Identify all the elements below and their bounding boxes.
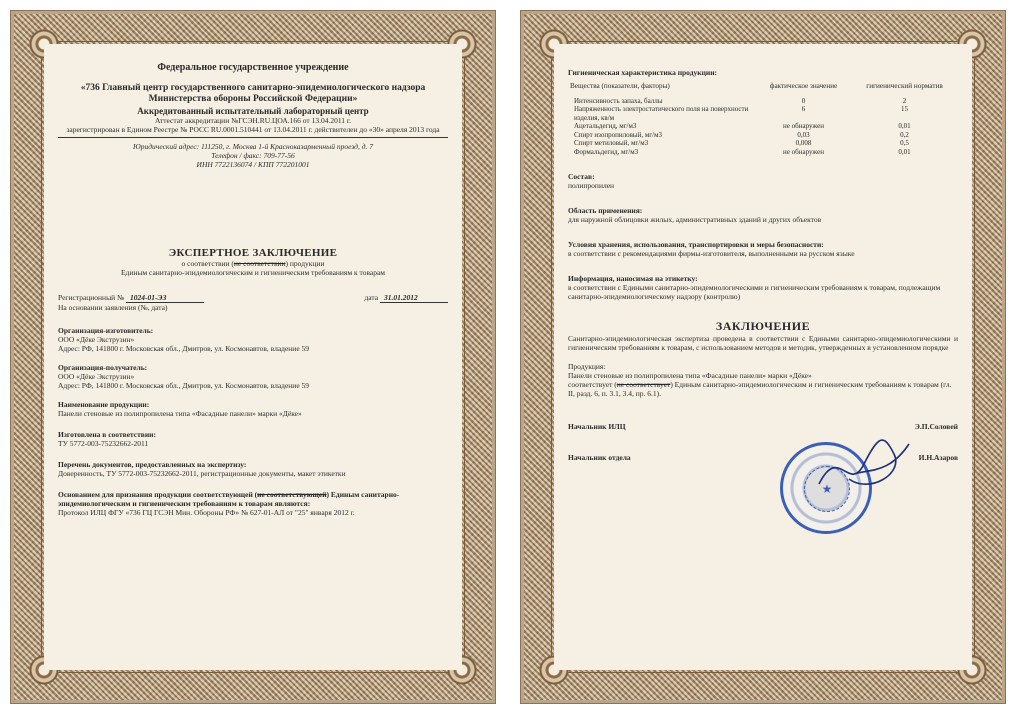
table-cell: 0,01	[898, 122, 911, 130]
table-cell: 0,03	[797, 130, 810, 139]
composition-value: полипропилен	[568, 181, 615, 190]
table-row	[568, 122, 958, 131]
maker-label: Организация-изготовитель:	[58, 326, 154, 335]
table-cell: Спирт изопропиловый, мг/м3	[574, 130, 663, 139]
info-label: Информация, наносимая на этикетку:	[568, 274, 698, 283]
table-cell: не обнаружен	[783, 122, 824, 130]
docs-value: Доверенность, ТУ 5772-003-75232662-2011, регистрационные документы, макет этикетки	[58, 469, 346, 478]
table-cell: 0,2	[900, 130, 909, 139]
table-cell: 0,008	[795, 139, 812, 147]
product-label: Продукция:	[568, 362, 606, 371]
table-cell: Напряженность электростатического поля на поверхности изделия, кв/м	[574, 105, 749, 122]
table-cell: 15	[901, 105, 909, 113]
accreditation-line: Аттестат аккредитации №ГСЭН.RU.ЦОА.166 от 13.04.2011 г.	[154, 116, 352, 125]
certificate-page-left	[10, 10, 496, 704]
table-row	[568, 131, 958, 140]
chief1-title: Начальник ИЛЦ	[568, 422, 626, 431]
paper-area	[554, 44, 972, 670]
hygiene-title: Гигиеническая характеристика продукции:	[568, 68, 718, 77]
phone-line: Телефон / факс: 709-77-56	[211, 151, 295, 160]
table-header-cell: Вещества (показатели, факторы)	[570, 82, 670, 90]
chief1-name: Э.П.Соловей	[914, 422, 958, 431]
table-cell: 2	[902, 96, 907, 105]
grounds-label: Основанием для признания продукции соответствующей (не соответствующей) Единым санитарно-эпидемиологическим и гигиеническим требованиям к товарам являются:	[58, 490, 400, 508]
document-title: ЭКСПЕРТНОЕ ЗАКЛЮЧЕНИЕ	[168, 247, 338, 259]
conformity-statement: соответствует (не соответствует) Единым санитарно-эпидемиологическим и гигиеническим требованиям к товарам (гл. II, разд. 6, п. 3.1, 3.4, пр. 6.1).	[568, 380, 952, 398]
grounds-value: Протокол ИЛЦ ФГУ «736 ГЦ ГСЭН Мин. Обороны РФ» № 627-01-АЛ от "25" января 2012 г.	[58, 508, 355, 517]
made-label: Изготовлена в соответствии:	[58, 430, 156, 439]
storage-value: в соответствии с рекомендациями фирмы-изготовителя, выполненными на русском языке	[568, 249, 855, 258]
inn-line: ИНН 7722136074 / КПП 772201001	[196, 160, 310, 169]
seal-emblem-icon: ★	[804, 466, 850, 512]
table-cell: Спирт метиловый, мг/м3	[574, 139, 649, 147]
product-label: Наименование продукции:	[58, 400, 150, 409]
date-value: 31.01.2012	[380, 293, 448, 303]
table-row	[568, 97, 958, 106]
maker-name: ООО «Дёке Экструзин»	[58, 335, 135, 344]
table-cell: 0,01	[898, 147, 911, 156]
table-cell: Формальдегид, мг/м3	[574, 147, 639, 156]
composition-label: Состав:	[568, 172, 595, 181]
reg-label: Регистрационный №	[58, 293, 125, 302]
table-cell: 0	[801, 96, 806, 105]
document-subtitle-1: о соответствии (не соответствии) продукции	[181, 259, 325, 268]
table-cell: 6	[801, 105, 806, 113]
storage-label: Условия хранения, использования, транспортировки и меры безопасности:	[568, 240, 824, 249]
certificate-page-right	[520, 10, 1006, 704]
organization-name: «736 Главный центр государственного санитарно-эпидемиологического надзора Министерства обороны Российской Федерации»	[80, 83, 426, 104]
document-subtitle-2: Единым санитарно-эпидемиологическим и гигиеническим требованиям к товарам	[120, 268, 386, 277]
header-divider	[58, 137, 448, 138]
area-value: для наружной облицовки жилых, административных зданий и других объектов	[568, 215, 822, 224]
legal-address: Юридический адрес: 111250, г. Москва 1-й Красноказарменный проезд, д. 7	[133, 142, 373, 151]
registration-row	[58, 293, 448, 303]
product-value: Панели стеновые из полипропилена типа «Фасадные панели» марки «Дёке»	[568, 371, 812, 380]
basis-line: На основании заявления (№, дата)	[58, 303, 168, 312]
registry-line: зарегистрирован в Едином Реестре № РОСС RU.0001.510441 от 13.04.2011 г. действителен до «30» апреля 2013 года	[66, 125, 440, 134]
conclusion-title: ЗАКЛЮЧЕНИЕ	[715, 319, 811, 333]
table-row	[568, 105, 958, 122]
docs-label: Перечень документов, предоставленных на экспертизу:	[58, 460, 247, 469]
recipient-label: Организация-получатель:	[58, 363, 148, 372]
recipient-address: Адрес: РФ, 141800 г. Московская обл., Дмитров, ул. Космонавтов, владение 59	[58, 381, 310, 390]
recipient-name: ООО «Дёке Экструзин»	[58, 372, 135, 381]
made-value: ТУ 5772-003-75232662-2011	[58, 439, 149, 448]
table-cell: не обнаружен	[783, 147, 824, 156]
lab-name: Аккредитованный испытательный лабораторный центр	[137, 106, 369, 116]
hygiene-table	[568, 82, 958, 156]
table-header-cell: гигиенический норматив	[866, 82, 943, 90]
date-label: дата	[364, 293, 379, 302]
table-header-cell: фактическое значение	[769, 82, 838, 90]
table-header-row	[568, 82, 958, 97]
reg-number: 1024-01-ЭЗ	[126, 293, 204, 303]
institution-title: Федеральное государственное учреждение	[157, 62, 349, 73]
table-row	[568, 148, 958, 157]
table-cell: Ацетальдегид, мг/м3	[574, 122, 637, 130]
table-row	[568, 139, 958, 148]
product-name: Панели стеновые из полипропилена типа «Фасадные панели» марки «Дёке»	[58, 409, 302, 418]
maker-address: Адрес: РФ, 141800 г. Московская обл., Дмитров, ул. Космонавтов, владение 59	[58, 344, 310, 353]
chief2-title: Начальник отдела	[568, 453, 631, 462]
area-label: Область применения:	[568, 206, 643, 215]
info-value: в соответствии с Едиными санитарно-эпидемиологическими и гигиеническим требованиям к товарам, подлежащим санитарно-эпидемиологическому надзору (контролю)	[568, 283, 941, 301]
paper-area	[44, 44, 462, 670]
table-cell: Интенсивность запаха, баллы	[574, 96, 663, 105]
table-cell: 0,5	[900, 139, 909, 147]
chief2-name: И.Н.Азаров	[918, 453, 958, 462]
handwritten-signature-icon	[809, 424, 919, 504]
conclusion-text: Санитарно-эпидемиологическая экспертиза проведена в соответствии с Едиными санитарно-эпидемиологическими и гигиеническим требованиям к товарам, с использованием методов и методик, утвержденных в установленном порядке	[568, 334, 958, 352]
